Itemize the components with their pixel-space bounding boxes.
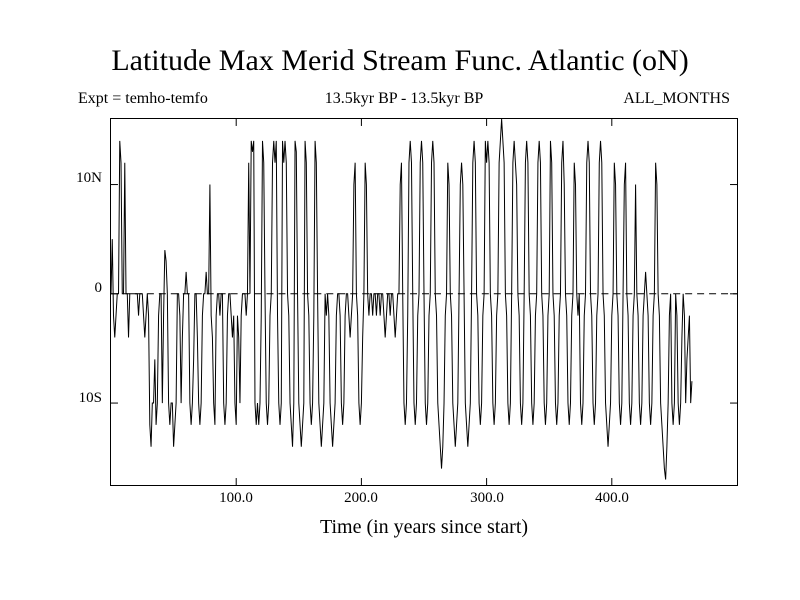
plot-svg xyxy=(111,119,737,485)
xtick-label: 100.0 xyxy=(219,490,253,506)
subtitle-months: ALL_MONTHS xyxy=(623,90,730,107)
data-series-line xyxy=(111,119,692,480)
xtick-label: 400.0 xyxy=(595,490,629,506)
subtitle-row xyxy=(78,90,730,110)
xtick-label: 300.0 xyxy=(470,490,504,506)
xtick-label: 200.0 xyxy=(344,490,378,506)
subtitle-experiment: Expt = temho-temfo xyxy=(78,90,208,107)
x-axis-tick-labels xyxy=(110,490,738,512)
ytick-label: 10S xyxy=(78,390,102,406)
ytick-label: 0 xyxy=(94,280,102,296)
x-axis-title: Time (in years since start) xyxy=(319,516,529,538)
y-axis-tick-labels xyxy=(40,118,102,486)
ytick-label: 10N xyxy=(76,170,102,186)
subtitle-center: 13.5kyr BP - 13.5kyr BP xyxy=(324,90,484,107)
plot-area xyxy=(110,118,738,486)
page-title: Latitude Max Merid Stream Func. Atlantic (oN) xyxy=(111,44,689,77)
